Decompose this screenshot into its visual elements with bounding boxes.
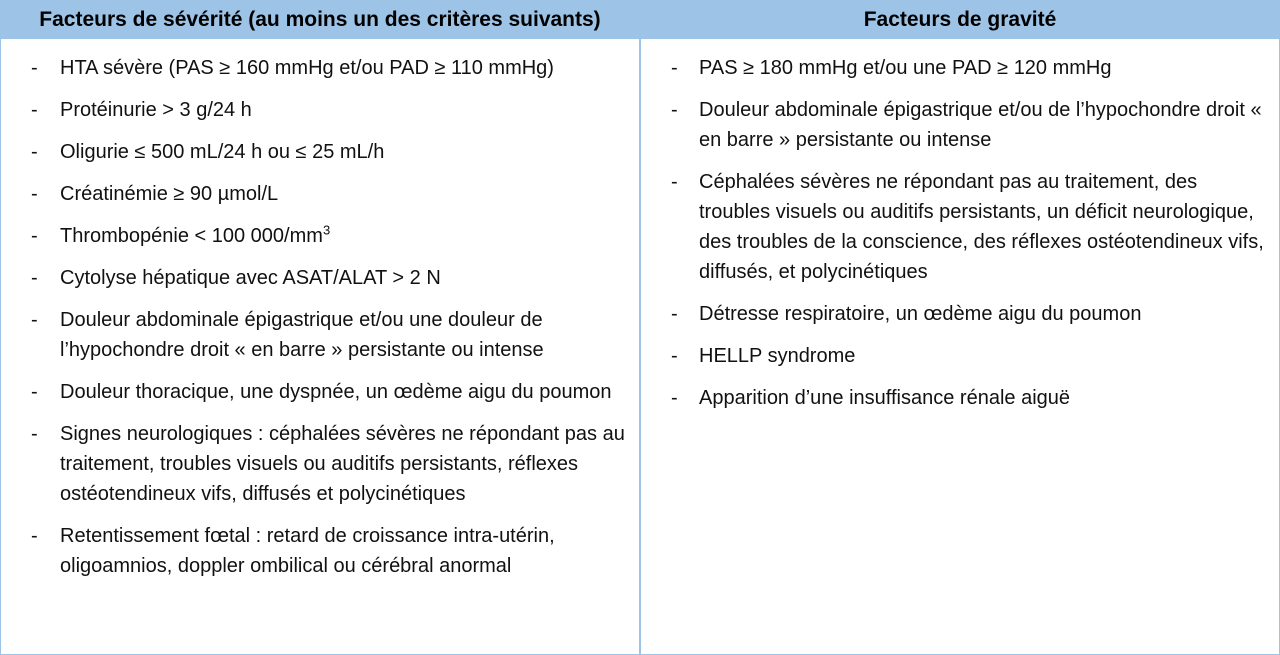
bullet-dash: -: [31, 423, 38, 445]
superscript-exponent: 3: [322, 222, 331, 238]
bullet-dash: -: [31, 525, 38, 547]
list-item: [641, 53, 1279, 83]
item-text: Douleur abdominale épigastrique et/ou une douleur de l’hypochondre droit « en barre » persistante ou intense: [60, 309, 544, 361]
list-item: [1, 179, 639, 209]
list-item: [1, 263, 639, 293]
bullet-dash: -: [31, 225, 38, 247]
bullet-dash: -: [31, 99, 38, 121]
header-gravity: Facteurs de gravité: [863, 8, 1057, 31]
bullet-dash: -: [671, 303, 678, 325]
list-item: [641, 341, 1279, 371]
list-item: [1, 377, 639, 407]
list-item: [641, 95, 1279, 155]
item-text: Signes neurologiques : céphalées sévères ne répondant pas au traitement, troubles visuels ou auditifs persistants, réflexes ostéotendineux vifs, diffusés et polycinétiques: [60, 423, 625, 505]
bullet-dash: -: [31, 381, 38, 403]
severity-column: [1, 39, 639, 593]
item-text: Apparition d’une insuffisance rénale aiguë: [699, 387, 1071, 409]
list-item: [1, 419, 639, 509]
bullet-dash: -: [671, 57, 678, 79]
bullet-dash: -: [671, 171, 678, 193]
severity-list: [1, 39, 639, 581]
item-text: Retentissement fœtal : retard de croissance intra-utérin, oligoamnios, doppler ombilical ou cérébral anormal: [60, 525, 555, 577]
list-item: [641, 167, 1279, 287]
gravity-list: [641, 39, 1279, 413]
list-item: [1, 521, 639, 581]
bullet-dash: -: [671, 345, 678, 367]
list-item: [1, 95, 639, 125]
list-item: [1, 137, 639, 167]
list-item: [641, 299, 1279, 329]
bullet-dash: -: [31, 309, 38, 331]
item-text: Thrombopénie < 100 000/mm: [60, 225, 323, 247]
item-text: Douleur abdominale épigastrique et/ou de l’hypochondre droit « en barre » persistante ou intense: [699, 99, 1262, 151]
bullet-dash: -: [31, 267, 38, 289]
list-item: [1, 53, 639, 83]
item-text: PAS ≥ 180 mmHg et/ou une PAD ≥ 120 mmHg: [699, 57, 1112, 79]
item-text: Oligurie ≤ 500 mL/24 h ou ≤ 25 mL/h: [60, 141, 385, 163]
item-text: Protéinurie > 3 g/24 h: [60, 99, 252, 121]
bullet-dash: -: [31, 183, 38, 205]
item-text: HTA sévère (PAS ≥ 160 mmHg et/ou PAD ≥ 110 mmHg): [60, 57, 554, 79]
item-text: Créatinémie ≥ 90 µmol/L: [60, 183, 279, 205]
list-item: [1, 305, 639, 365]
bullet-dash: -: [31, 141, 38, 163]
list-item: [1, 221, 639, 251]
item-text: Douleur thoracique, une dyspnée, un œdème aigu du poumon: [60, 381, 612, 403]
bullet-dash: -: [31, 57, 38, 79]
gravity-column: [641, 39, 1279, 425]
list-item: [641, 383, 1279, 413]
item-text: Céphalées sévères ne répondant pas au traitement, des troubles visuels ou auditifs persistants, un déficit neurologique, des troubles de la conscience, des réflexes ostéotendineux vifs, diffusés, et polycinétiques: [699, 171, 1264, 283]
bullet-dash: -: [671, 99, 678, 121]
item-text: Détresse respiratoire, un œdème aigu du poumon: [699, 303, 1142, 325]
header-severity: Facteurs de sévérité (au moins un des critères suivants): [39, 8, 601, 31]
item-text: Cytolyse hépatique avec ASAT/ALAT > 2 N: [60, 267, 441, 289]
bullet-dash: -: [671, 387, 678, 409]
item-text: HELLP syndrome: [699, 345, 856, 367]
